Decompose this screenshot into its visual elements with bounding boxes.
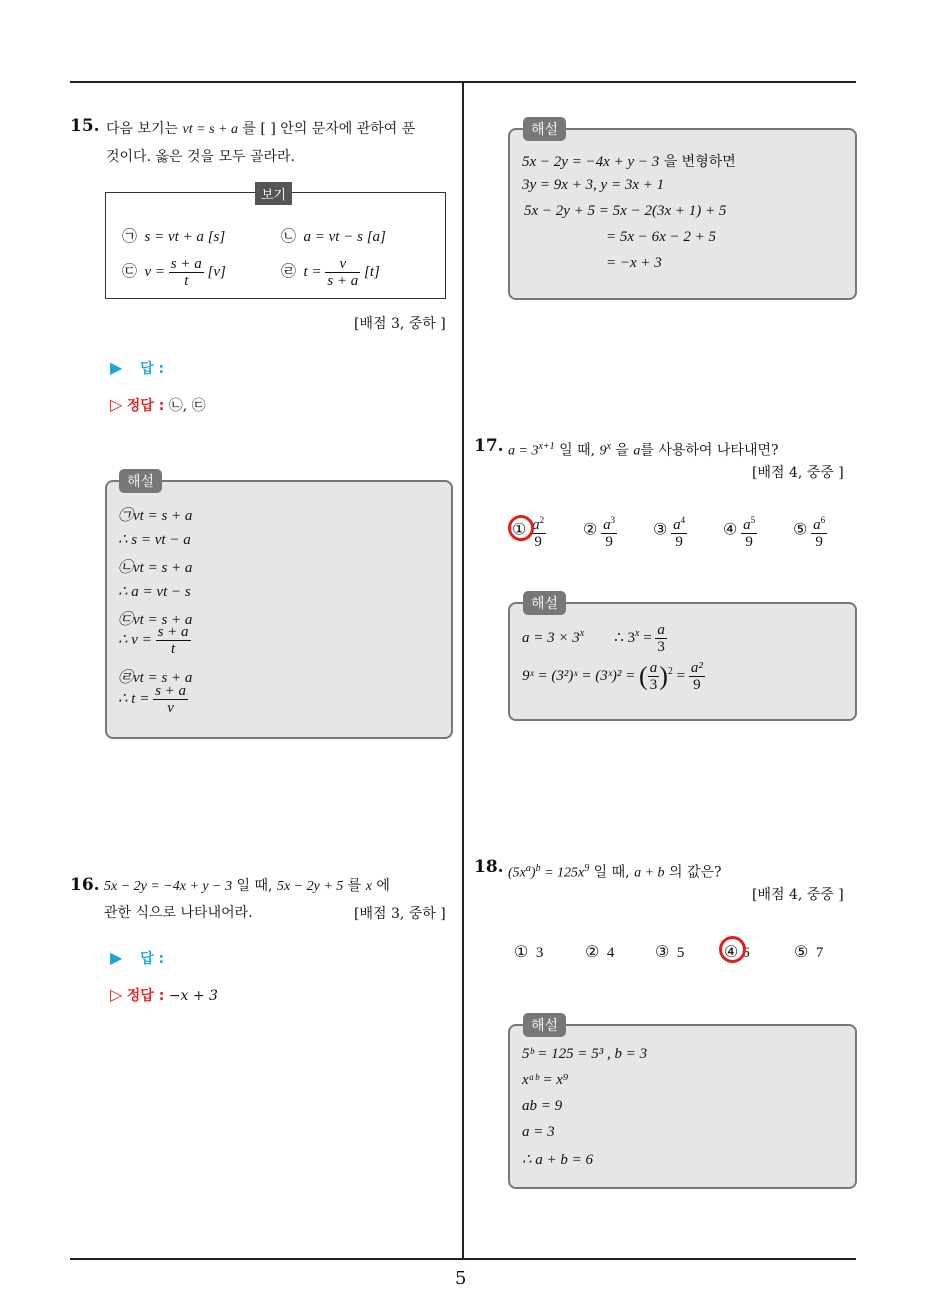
- q18-choice-4[interactable]: ④ 6: [724, 944, 750, 961]
- fraction: $\frac{a^3}{9}$: [601, 512, 617, 550]
- sol-line: ∴ s = vt − a: [118, 532, 191, 548]
- q15-score: [배점 3, 중하 ]: [354, 316, 446, 332]
- bogi-item-3: ㉢ v = $\frac{s + a}{t}$ [v]: [122, 256, 226, 289]
- sol-line: = −x + 3: [606, 255, 662, 271]
- q17-solution-tag: 해설: [523, 591, 566, 615]
- q18-selected-mark: [719, 936, 746, 963]
- answer-label: 답 :: [140, 951, 165, 967]
- bogi-item-2: ㉡ a = vt − s [a]: [281, 229, 386, 245]
- fraction: $\frac{\text{a²}}{9}$: [690, 660, 703, 693]
- q18-choice-5[interactable]: ⑤ 7: [794, 944, 824, 961]
- q17-number: 17.: [474, 436, 504, 456]
- sol-line: ㉡vt = s + a: [118, 560, 193, 576]
- sol-line: a = 3: [522, 1124, 555, 1140]
- q17-choice-5[interactable]: ⑤ $\frac{a^6}{9}$: [793, 512, 827, 550]
- q18-choice-1[interactable]: ① 3: [514, 944, 544, 961]
- q18-choice-3[interactable]: ③ 5: [655, 944, 685, 961]
- fraction: $\frac{a^4}{9}$: [671, 512, 687, 550]
- outline-triangle-icon: ▷: [110, 395, 123, 414]
- fraction: $\frac{s + a}{t}$: [170, 256, 202, 289]
- q17-choice-3[interactable]: ③ $\frac{a^4}{9}$: [653, 512, 687, 550]
- column-divider: [462, 82, 464, 1259]
- q16-number: 16.: [70, 875, 100, 895]
- q17-choice-4[interactable]: ④ $\frac{a^5}{9}$: [723, 512, 757, 550]
- fraction: $\frac{s + a}{v}$: [155, 683, 187, 716]
- sol-line-fraction-v: ∴ v = $\frac{s + a}{t}$: [118, 624, 189, 657]
- sol-line: ㉢vt = s + a: [118, 612, 193, 628]
- q16-solution-tag: 해설: [523, 117, 566, 141]
- correct-label: 정답 :: [126, 398, 165, 414]
- bogi-item-4: ㉣ t = $\frac{v}{s + a}$ [t]: [281, 256, 380, 289]
- sol-line: ㉠vt = s + a: [118, 508, 193, 524]
- q16-text-line1: 5x − 2y = −4x + y − 3 일 때, 5x − 2y + 5 를 x 에: [104, 878, 390, 894]
- sol-line: $a = 3 \times 3^x$ ∴ $3^x$ = $\frac{a}{3}$: [522, 622, 665, 655]
- sol-line: ∴ a + b = 6: [522, 1152, 594, 1168]
- fraction: $\frac{s + a}{t}$: [157, 624, 189, 657]
- sol-line: xᵃᵇ = x⁹: [522, 1072, 569, 1088]
- q18-score: [배점 4, 중중 ]: [752, 887, 844, 903]
- sol-line: ㉣vt = s + a: [118, 670, 193, 686]
- bogi-label: 보기: [255, 182, 292, 205]
- q15-text-line1: 다음 보기는 vt = s + a 를 [ ] 안의 문자에 관하여 푼: [106, 121, 416, 137]
- q17-selected-mark: [508, 515, 534, 541]
- play-icon: ▶: [110, 948, 123, 967]
- fraction: $\frac{a^6}{9}$: [811, 512, 827, 550]
- q18-number: 18.: [474, 857, 504, 877]
- sol-line: = 5x − 6x − 2 + 5: [606, 229, 717, 245]
- fraction: $\frac{a}{3}$: [649, 660, 658, 693]
- sol-line: 9ˣ = (3²)ˣ = (3ˣ)² = ( $\frac{a}{3}$ )$^2$ = $\frac{\text{a²}}{9}$: [522, 660, 703, 693]
- q15-answer-row: [110, 358, 164, 378]
- play-icon: ▶: [110, 358, 123, 377]
- q15-text-line2: 것이다. 옳은 것을 모두 골라라.: [106, 149, 295, 165]
- correct-value: ㉡, ㉢: [168, 398, 206, 414]
- q17-score: [배점 4, 중중 ]: [752, 465, 844, 481]
- q17-choice-1[interactable]: ① $\frac{a^2}{9}$: [512, 512, 546, 550]
- q18-choice-2[interactable]: ② 4: [585, 944, 615, 961]
- q18-solution-tag: 해설: [523, 1013, 566, 1037]
- correct-value: −x + 3: [168, 988, 218, 1004]
- q16-score: [배점 3, 중하 ]: [354, 906, 446, 922]
- sol-line: 5x − 2y = −4x + y − 3 을 변형하면: [522, 154, 736, 170]
- q15-number: 15.: [70, 116, 100, 136]
- q16-correct-row: [110, 985, 218, 1005]
- sol-line: 5x − 2y + 5 = 5x − 2(3x + 1) + 5: [524, 203, 727, 219]
- correct-label: 정답 :: [126, 988, 165, 1004]
- sol-line: ab = 9: [522, 1098, 563, 1114]
- outline-triangle-icon: ▷: [110, 985, 123, 1004]
- bottom-rule: [70, 1258, 856, 1260]
- q15-correct-row: [110, 395, 206, 415]
- q17-text: $a = 3^{x+1}$ 일 때, 9$^x$ 을 a를 사용하여 나타내면?: [508, 441, 779, 459]
- sol-line-fraction-t: ∴ t = $\frac{s + a}{v}$: [118, 683, 187, 716]
- q17-choice-2[interactable]: ② $\frac{a^3}{9}$: [583, 512, 617, 550]
- fraction: $\frac{v}{s + a}$: [327, 256, 359, 289]
- sol-line: 5ᵇ = 125 = 5³ , b = 3: [522, 1046, 648, 1062]
- page-number: 5: [455, 1268, 467, 1289]
- q16-text-line2: 관한 식으로 나타내어라.: [104, 905, 253, 921]
- sol-line: ∴ a = vt − s: [118, 584, 191, 600]
- fraction: $\frac{a}{3}$: [657, 622, 665, 655]
- q15-solution-tag: 해설: [119, 469, 162, 493]
- q16-answer-row: [110, 948, 164, 968]
- bogi-item-1: ㉠ s = vt + a [s]: [122, 229, 226, 245]
- q18-text: $(5x^a)^b = 125x^9$ 일 때, a + b 의 값은?: [508, 863, 722, 881]
- answer-label: 답 :: [140, 361, 165, 377]
- fraction: $\frac{a^2}{9}$: [530, 512, 546, 550]
- fraction: $\frac{a^5}{9}$: [741, 512, 757, 550]
- sol-line: 3y = 9x + 3, y = 3x + 1: [522, 177, 665, 193]
